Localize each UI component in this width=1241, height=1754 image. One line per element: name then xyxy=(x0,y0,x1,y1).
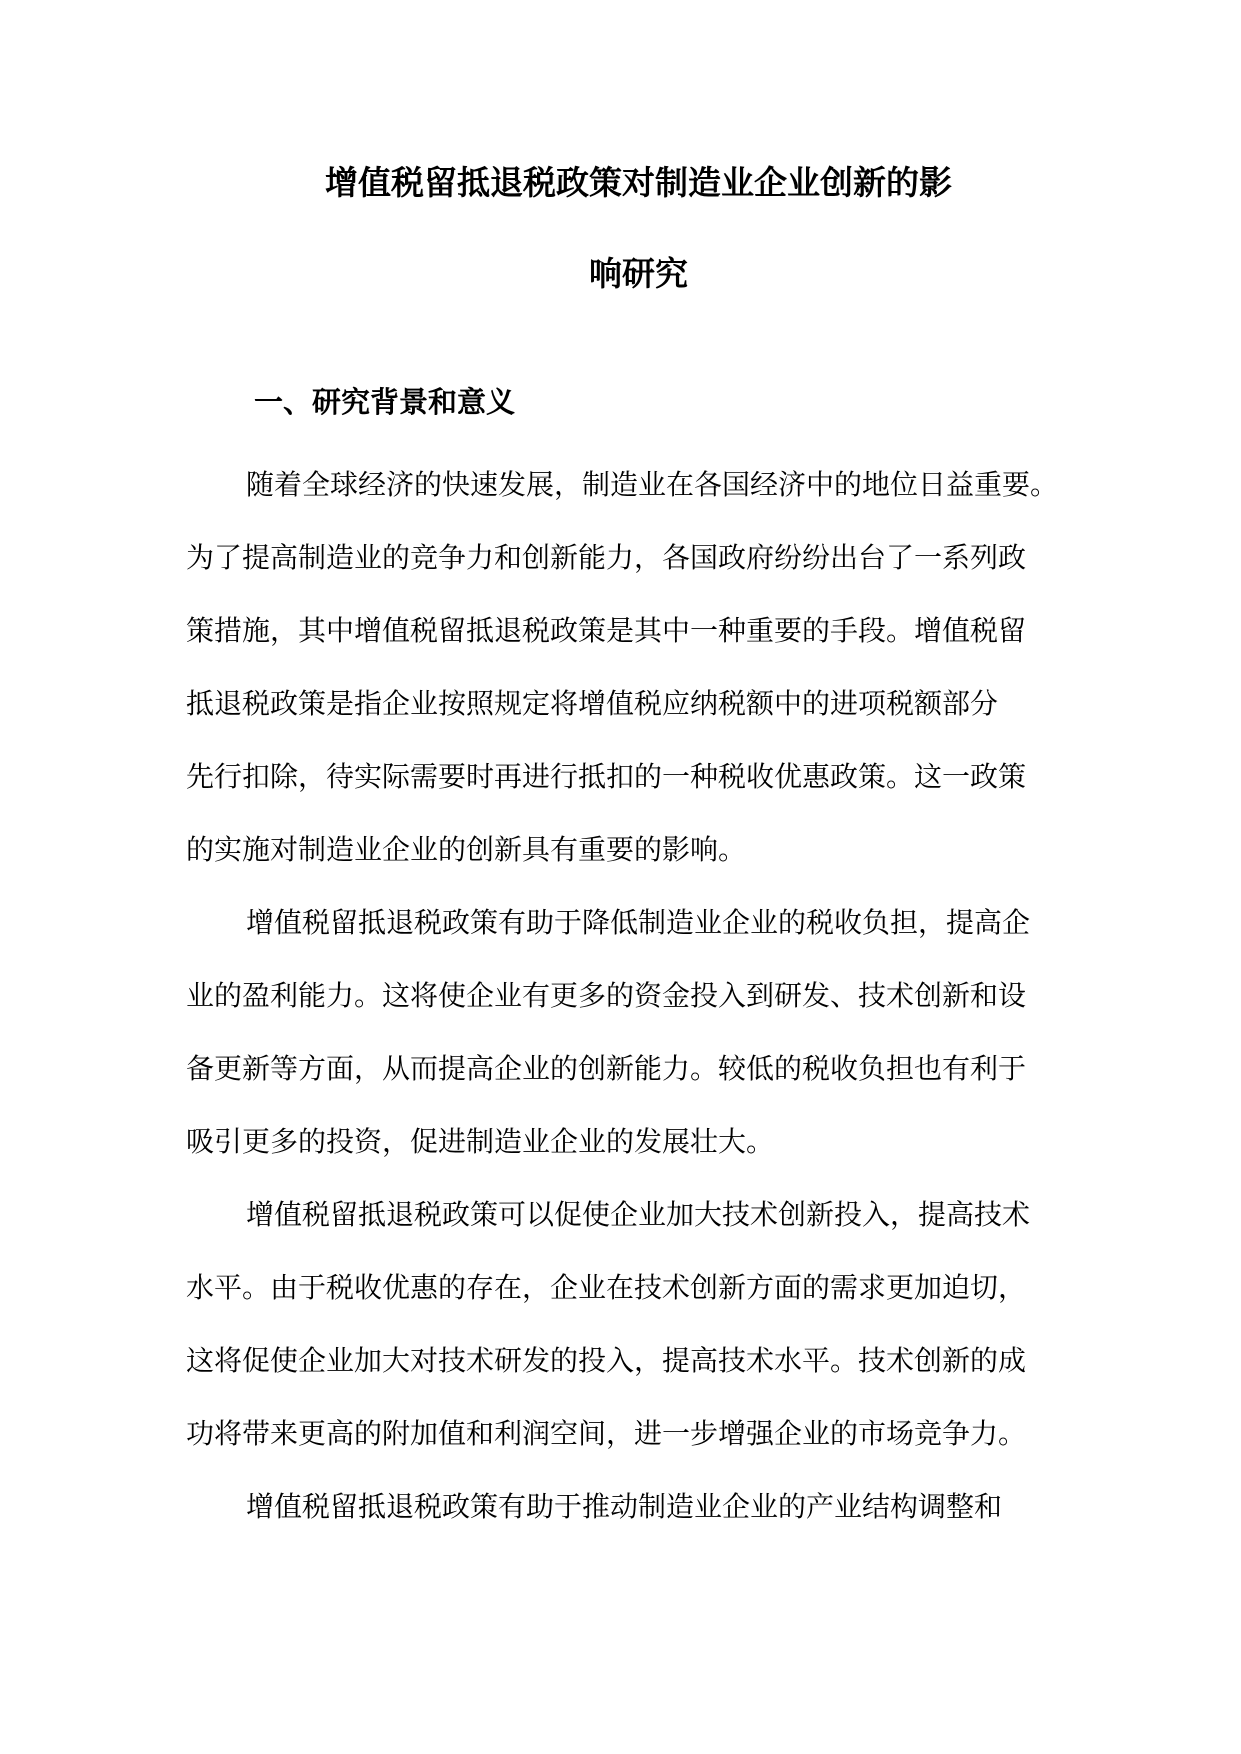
title-line-2: 响研究 xyxy=(589,254,688,293)
paragraph-1-line-1: 随着全球经济的快速发展，制造业在各国经济中的地位日益重要。 xyxy=(246,468,1059,501)
paragraph-3-line-3: 这将促使企业加大对技术研发的投入，提高技术水平。技术创新的成 xyxy=(186,1344,1027,1377)
paragraph-3-line-4: 功将带来更高的附加值和利润空间，进一步增强企业的市场竞争力。 xyxy=(186,1417,1027,1450)
paragraph-1-line-2: 为了提高制造业的竞争力和创新能力，各国政府纷纷出台了一系列政 xyxy=(186,541,1027,574)
paragraph-3-line-1: 增值税留抵退税政策可以促使企业加大技术创新投入，提高技术 xyxy=(246,1198,1031,1231)
paragraph-1-line-6: 的实施对制造业企业的创新具有重要的影响。 xyxy=(186,833,747,866)
paragraph-1-line-3: 策措施，其中增值税留抵退税政策是其中一种重要的手段。增值税留 xyxy=(186,614,1027,647)
paragraph-2-line-1: 增值税留抵退税政策有助于降低制造业企业的税收负担，提高企 xyxy=(246,906,1031,939)
paragraph-1-line-4: 抵退税政策是指企业按照规定将增值税应纳税额中的进项税额部分 xyxy=(186,687,999,720)
paragraph-3-line-2: 水平。由于税收优惠的存在，企业在技术创新方面的需求更加迫切， xyxy=(186,1271,1027,1304)
section-heading: 一、研究背景和意义 xyxy=(254,385,516,419)
title-line-1: 增值税留抵退税政策对制造业企业创新的影 xyxy=(325,163,952,202)
paragraph-4-line-1: 增值税留抵退税政策有助于推动制造业企业的产业结构调整和 xyxy=(246,1490,1003,1523)
paragraph-2-line-4: 吸引更多的投资，促进制造业企业的发展壮大。 xyxy=(186,1125,775,1158)
paragraph-2-line-2: 业的盈利能力。这将使企业有更多的资金投入到研发、技术创新和设 xyxy=(186,979,1027,1012)
paragraph-1-line-5: 先行扣除，待实际需要时再进行抵扣的一种税收优惠政策。这一政策 xyxy=(186,760,1027,793)
paragraph-2-line-3: 备更新等方面，从而提高企业的创新能力。较低的税收负担也有利于 xyxy=(186,1052,1027,1085)
